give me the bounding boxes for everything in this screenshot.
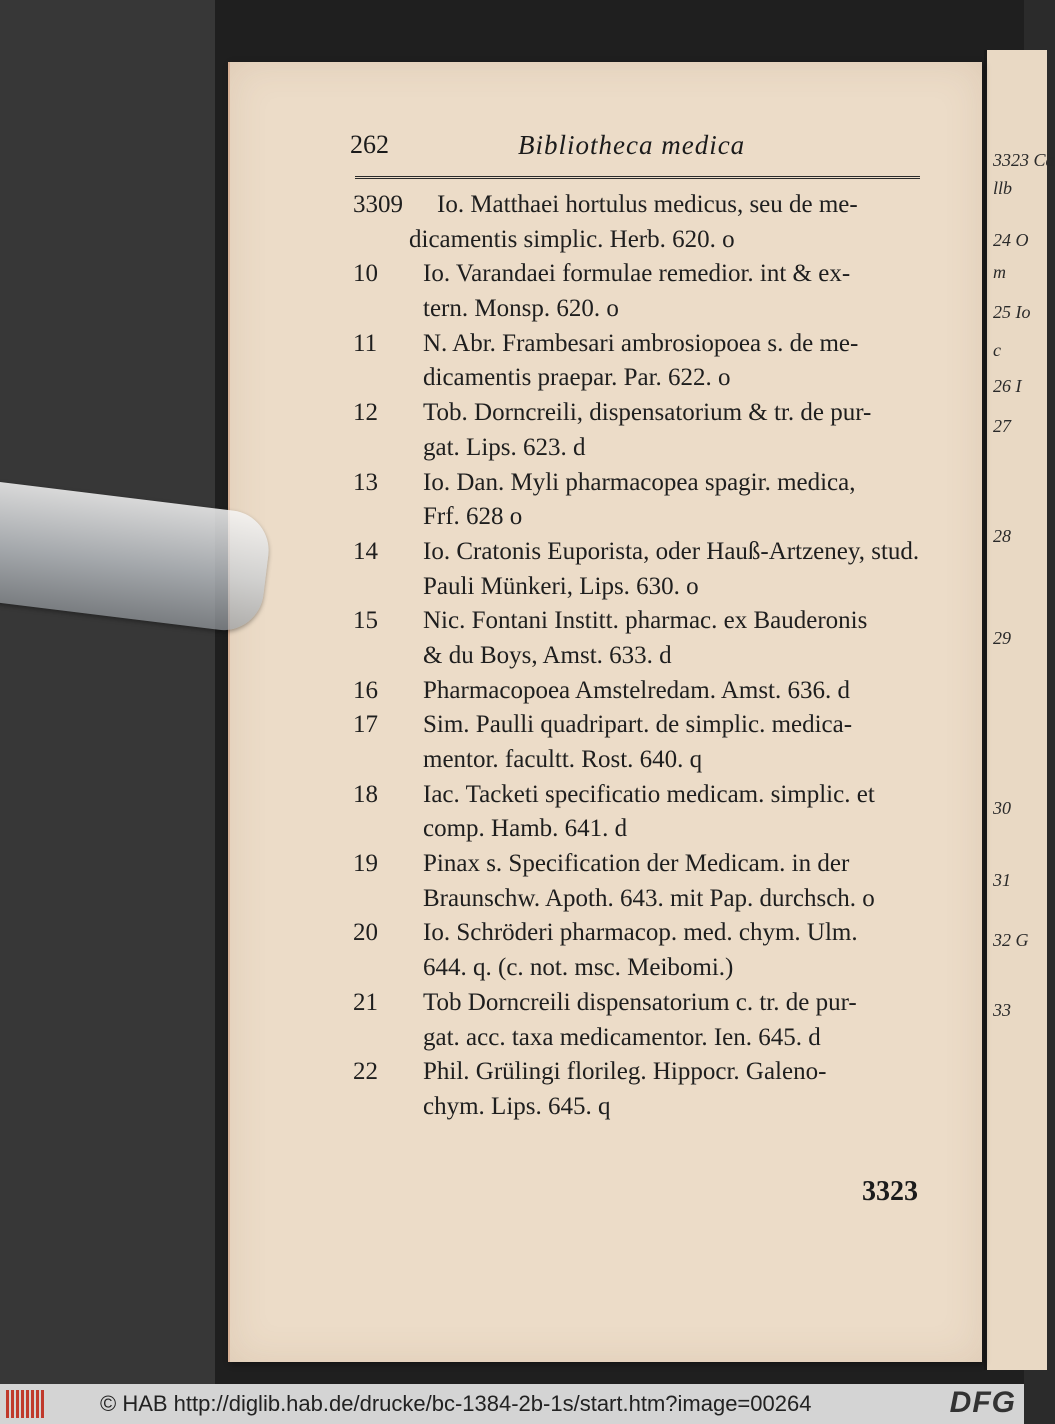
entry-number: 19 [353,850,378,878]
catalog-entry [353,396,928,465]
entry-number: 18 [353,780,378,808]
barcode-icon [6,1390,46,1418]
header-rule [355,176,920,179]
entry-text: dicamentis simplic. Herb. 620. o [409,225,735,253]
catchword: 3323 [862,1176,918,1207]
book-cover-left [0,0,215,1384]
copyright-link[interactable]: © HAB http://diglib.hab.de/drucke/bc-1384-2b-1s/start.htm?image=00264 [100,1391,812,1416]
next-page-fragment: 3323 Ca [993,150,1055,170]
entry-text: tern. Monsp. 620. o [423,295,619,323]
entry-text: gat. Lips. 623. d [423,433,586,461]
catalog-entry [353,916,928,985]
next-page-fragment: 32 G [993,930,1029,950]
entry-number: 15 [353,607,378,635]
next-page-fragment: 29 [993,628,1011,648]
catalog-entry [353,674,928,709]
entry-text: & du Boys, Amst. 633. d [423,641,672,669]
catalog-entries [353,188,928,1125]
catalog-entry [353,604,928,673]
catalog-entry [353,778,928,847]
entry-number: 22 [353,1058,378,1086]
entry-text: Braunschw. Apoth. 643. mit Pap. durchsch. o [423,884,875,912]
next-page-fragment: 30 [993,798,1011,818]
entry-text: comp. Hamb. 641. d [423,815,628,843]
entry-text: Io. Matthaei hortulus medicus, seu de me- [437,191,858,218]
entry-text: Io. Cratonis Euporista, oder Hauß-Artzeney, stud. [423,537,920,565]
next-page-fragment: 26 I [993,376,1022,396]
page-header [350,130,920,170]
entry-text: chym. Lips. 645. q [423,1092,611,1120]
next-page-fragment: 25 Io [993,302,1031,322]
entry-text: Io. Schröderi pharmacop. med. chym. Ulm. [423,919,858,947]
catalog-entry [353,188,928,257]
entry-text: Tob Dorncreili dispensatorium c. tr. de pur- [423,988,857,1016]
entry-number: 20 [353,919,378,947]
catalog-entry [353,257,928,326]
catalog-entry [353,1055,928,1124]
entry-text: Sim. Paulli quadripart. de simplic. medica- [423,711,853,739]
next-page-fragment: 33 [993,1000,1011,1020]
entry-text: Phil. Grülingi florileg. Hippocr. Galeno- [423,1058,827,1086]
next-page-fragment: llb [993,178,1013,198]
entry-number: 14 [353,537,378,565]
entry-number: 21 [353,988,378,1016]
dfg-logo: DFG [949,1386,1016,1419]
entry-text: Io. Varandaei formulae remedior. int & ex- [423,260,851,288]
entry-text: mentor. facultt. Rost. 640. q [423,746,703,773]
catalog-entry [353,708,928,777]
entry-number: 13 [353,468,378,496]
next-page-fragment: m [993,262,1006,282]
entry-number: 12 [353,399,378,427]
catalog-entry [353,535,928,604]
entry-number: 11 [353,329,378,357]
entry-text: Pharmacopoea Amstelredam. Amst. 636. d [423,676,851,704]
entry-text: Iac. Tacketi specificatio medicam. simplic. et [423,780,875,808]
catalog-entry [353,847,928,916]
entry-text: Frf. 628 o [423,503,523,531]
entry-text: 644. q. (c. not. msc. Meibomi.) [423,954,734,982]
entry-text: Pinax s. Specification der Medicam. in der [423,850,850,878]
entry-number: 17 [353,711,378,739]
entry-text: Tob. Dorncreili, dispensatorium & tr. de pur- [423,399,872,427]
entry-number: 10 [353,260,378,288]
entry-text: dicamentis praepar. Par. 622. o [423,364,731,392]
catalog-entry [353,327,928,396]
next-page-edge [984,50,1055,1370]
footer-bar [0,1384,1024,1424]
next-page-fragment: 27 [993,416,1011,436]
next-page-fragment: c [993,340,1001,360]
next-page-fragment: 31 [993,870,1011,890]
entry-text: Io. Dan. Myli pharmacopea spagir. medica, [423,468,856,496]
next-page-fragment: 28 [993,526,1011,546]
entry-number: 16 [353,676,378,704]
entry-text: Nic. Fontani Institt. pharmac. ex Bauderonis [423,607,868,635]
entry-number: 3309 [353,191,403,218]
catalog-entry [353,466,928,535]
next-page-fragment: 24 O [993,230,1029,250]
running-title: Bibliotheca medica [518,130,746,160]
entry-text: Pauli Münkeri, Lips. 630. o [423,572,699,600]
catalog-entry [353,986,928,1055]
entry-text: N. Abr. Frambesari ambrosiopoea s. de me- [423,329,859,357]
entry-text: gat. acc. taxa medicamentor. Ien. 645. d [423,1023,821,1051]
page-number: 262 [350,130,389,159]
